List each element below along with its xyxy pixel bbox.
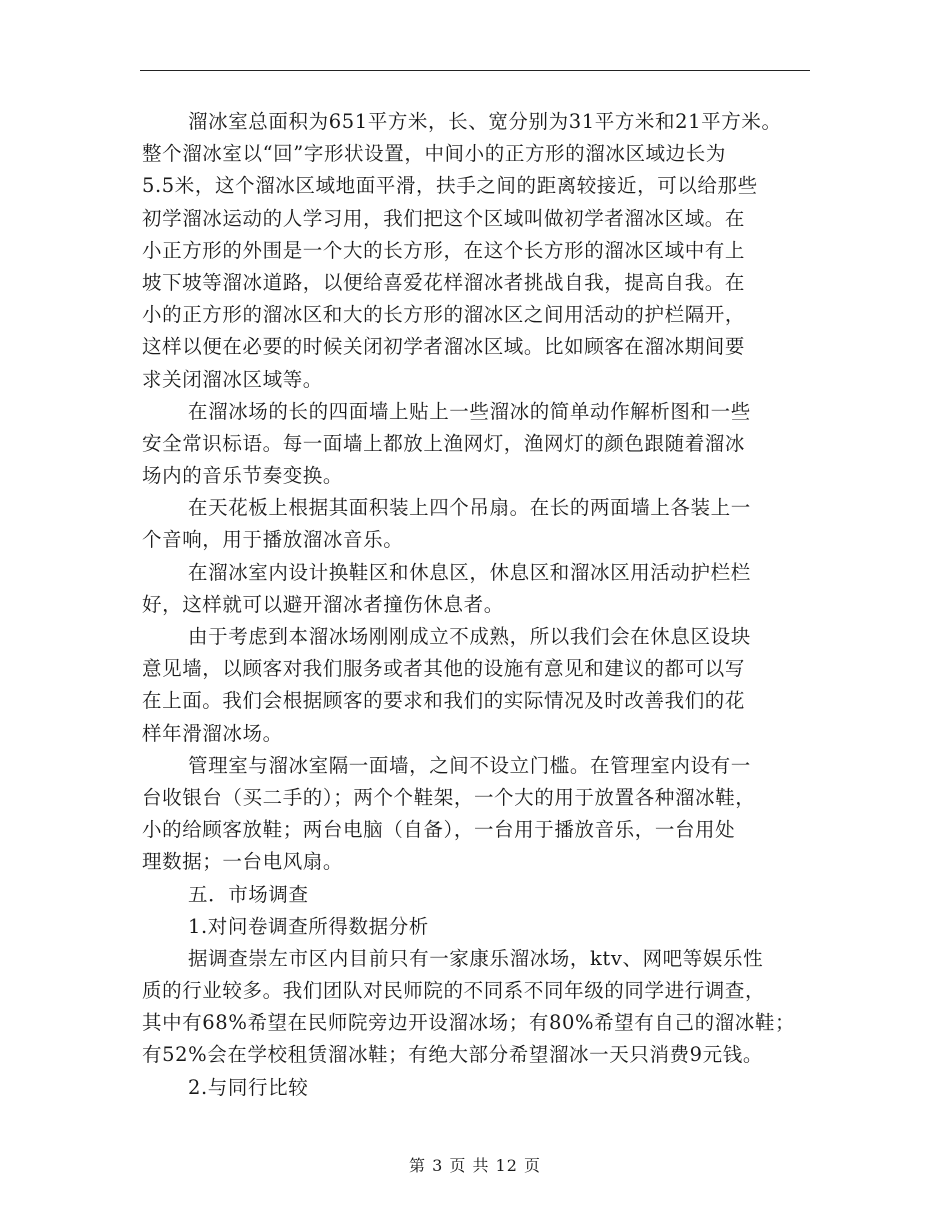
paragraph-line: 样年滑溜冰场。	[142, 721, 283, 745]
paragraph-first-line: 管理室与溜冰室隔一面墙，之间不设立门槛。在管理室内设有一	[188, 753, 751, 777]
paragraph-first-line: 溜冰室总面积为651平方米，长、宽分别为31平方米和21平方米。	[188, 110, 782, 133]
paragraph-line: 好，这样就可以避开溜冰者撞伤休息者。	[142, 592, 504, 616]
paragraph-first-line: 在天花板上根据其面积装上四个吊扇。在长的两面墙上各装上一	[188, 496, 751, 520]
paragraph-line: 整个溜冰室以“回”字形状设置，中间小的正方形的溜冰区域边长为	[142, 142, 726, 166]
paragraph-first-line: 1.对问卷调查所得数据分析	[188, 914, 429, 938]
paragraph-line: 小正方形的外围是一个大的长方形，在这个长方形的溜冰区域中有上	[142, 238, 746, 262]
paragraph-line: 有52%会在学校租赁溜冰鞋；有绝大部分希望溜冰一天只消费9元钱。	[142, 1043, 763, 1067]
paragraph-first-line: 由于考虑到本溜冰场刚刚成立不成熟，所以我们会在休息区设块	[188, 625, 751, 648]
paragraph-line: 求关闭溜冰区域等。	[142, 367, 323, 391]
paragraph-first-line: 2.与同行比较	[188, 1075, 309, 1099]
header-rule	[140, 70, 810, 71]
paragraph-line: 其中有68%希望在民师院旁边开设溜冰场；有80%希望有自己的溜冰鞋；	[142, 1011, 796, 1035]
paragraph-line: 意见墙，以顾客对我们服务或者其他的设施有意见和建议的都可以写	[142, 657, 746, 681]
page-footer: 第 3 页 共 12 页	[409, 1156, 541, 1175]
paragraph-line: 初学溜冰运动的人学习用，我们把这个区域叫做初学者溜冰区域。在	[142, 206, 746, 230]
paragraph-line: 坡下坡等溜冰道路，以便给喜爱花样溜冰者挑战自我，提高自我。在	[142, 270, 746, 294]
document-body	[142, 106, 842, 1104]
paragraph-line: 安全常识标语。每一面墙上都放上渔网灯，渔网灯的颜色跟随着溜冰	[142, 431, 746, 455]
paragraph-first-line: 五．市场调查	[188, 882, 309, 906]
paragraph-first-line: 在溜冰室内设计换鞋区和休息区，休息区和溜冰区用活动护栏栏	[188, 560, 751, 584]
paragraph-line: 理数据；一台电风扇。	[142, 850, 344, 874]
paragraph-line: 质的行业较多。我们团队对民师院的不同系不同年级的同学进行调查，	[142, 979, 766, 1003]
paragraph-line: 5.5米，这个溜冰区域地面平滑，扶手之间的距离较接近，可以给那些	[142, 174, 758, 198]
paragraph-line: 个音响，用于播放溜冰音乐。	[142, 528, 404, 552]
paragraph-line: 在上面。我们会根据顾客的要求和我们的实际情况及时改善我们的花	[142, 689, 746, 713]
paragraph-first-line: 在溜冰场的长的四面墙上贴上一些溜冰的简单动作解析图和一些	[188, 399, 751, 423]
paragraph-line: 场内的音乐节奏变换。	[142, 464, 344, 488]
paragraph-line: 台收银台（买二手的）；两个个鞋架，一个大的用于放置各种溜冰鞋，	[142, 785, 756, 809]
paragraph-line: 小的给顾客放鞋；两台电脑（自备），一台用于播放音乐，一台用处	[142, 818, 736, 842]
paragraph-first-line: 据调查崇左市区内目前只有一家康乐溜冰场，ktv、网吧等娱乐性	[188, 946, 764, 970]
paragraph-line: 这样以便在必要的时候关闭初学者溜冰区域。比如顾客在溜冰期间要	[142, 335, 746, 359]
paragraph-line: 小的正方形的溜冰区和大的长方形的溜冰区之间用活动的护栏隔开，	[142, 303, 746, 327]
